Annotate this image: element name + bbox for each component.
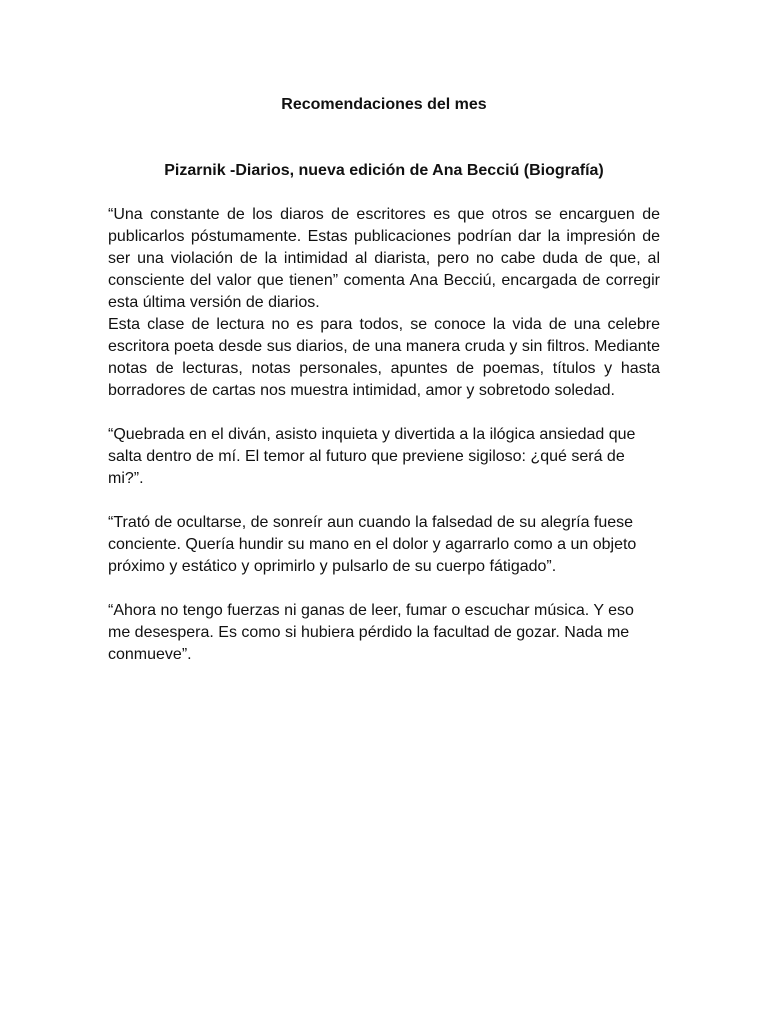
paragraph-description: Esta clase de lectura no es para todos, se conoce la vida de una celebre escritora poeta desde sus diarios, de una manera cruda y sin filtros. Mediante notas de lecturas, notas personales, apuntes de poemas, títulos y hasta borradores de cartas nos muestra intimidad, amor y sobretodo soledad. [108, 316, 660, 399]
book-title: Pizarnik -Diarios, nueva edición de Ana Becciú (Biografía) [164, 162, 604, 179]
paragraph-quote-3: “Ahora no tengo fuerzas ni ganas de leer, fumar o escuchar música. Y eso me desespera. Es como si hubiera pérdido la facultad de gozar. Nada me conmueve”. [108, 602, 634, 663]
paragraph-intro-quote: “Una constante de los diaros de escritores es que otros se encarguen de publicarlos póstumamente. Estas publicaciones podrían dar la impresión de ser una violación de la intimidad al diarista, pero no cabe duda de que, al consciente del valor que tienen” comenta Ana Becciú, encargada de corregir esta última versión de diarios. [108, 206, 660, 311]
paragraph-quote-2: “Trató de ocultarse, de sonreír aun cuando la falsedad de su alegría fuese conciente. Quería hundir su mano en el dolor y agarrarlo como a un objeto próximo y estático y oprimirlo y pulsarlo de su cuerpo fátigado”. [108, 514, 637, 575]
paragraph-quote-1: “Quebrada en el diván, asisto inquieta y divertida a la ilógica ansiedad que salta dentro de mí. El temor al futuro que previene sigiloso: ¿qué será de mi?”. [108, 426, 636, 487]
page-title: Recomendaciones del mes [281, 96, 487, 113]
document-body [108, 204, 660, 666]
